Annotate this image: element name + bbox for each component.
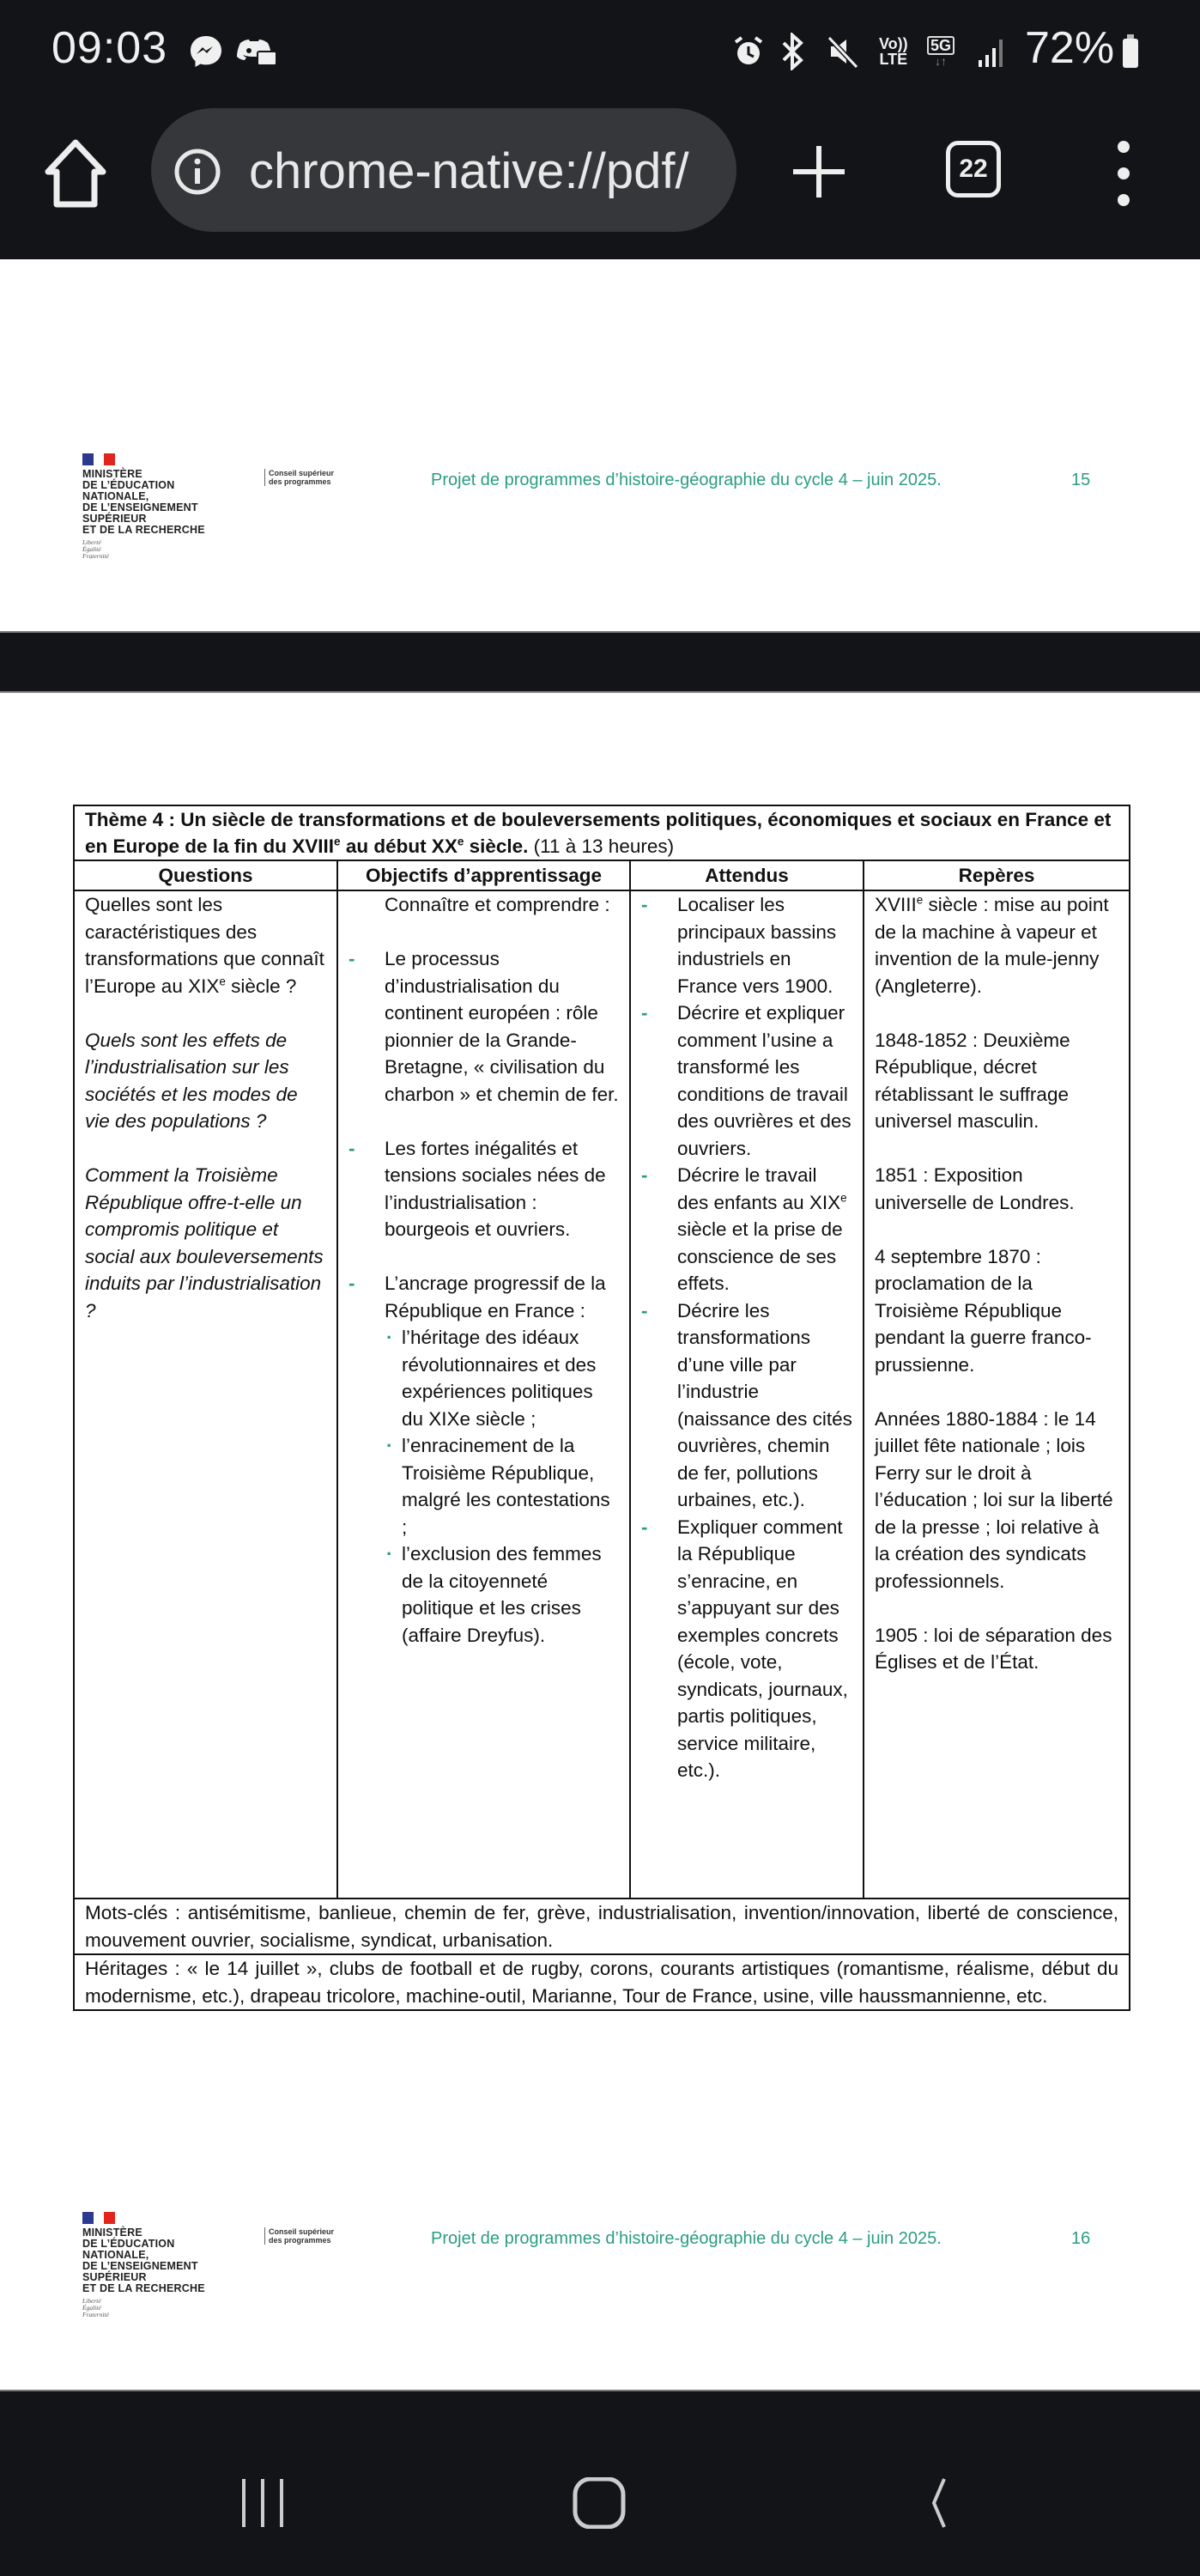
new-tab-button[interactable] bbox=[788, 141, 850, 203]
back-icon bbox=[906, 2477, 975, 2529]
attendus-cell bbox=[630, 890, 864, 1899]
objectif-item: - Le processus d’industrialisation du continent européen : rôle pionnier de la Grande-Bretagne, « civilisation du charbon » et chemin de fer. bbox=[348, 945, 619, 1108]
objectif-sublist bbox=[385, 1324, 619, 1649]
objectifs-cell bbox=[337, 890, 630, 1899]
browser-toolbar bbox=[0, 103, 1200, 259]
address-bar[interactable] bbox=[151, 108, 736, 232]
header-questions: Questions bbox=[74, 860, 337, 890]
objectif-item: - Les fortes inégalités et tensions sociales nées de l’industrialisation : bourgeois et ouvriers. bbox=[348, 1135, 619, 1243]
recent-apps-icon bbox=[228, 2477, 297, 2529]
tab-count: 22 bbox=[959, 155, 988, 183]
volte-lte-icon: Vo)) LTE bbox=[879, 35, 908, 68]
overflow-menu-button[interactable] bbox=[1111, 141, 1136, 206]
attendus-list bbox=[641, 891, 852, 1784]
heritages-row bbox=[74, 1954, 1130, 2010]
repere-item: 4 septembre 1870 : proclamation de la Troisième République pendant la guerre franco-prussienne. bbox=[875, 1245, 1092, 1376]
page-number: 15 bbox=[1071, 471, 1091, 489]
discord-icon bbox=[235, 33, 278, 70]
heritages: Héritages : « le 14 juillet », clubs de football et de rugby, corons, courants artistiques (romantisme, réalisme, début du modernisme, etc.), drapeau tricolore, machine-outil, Marianne, Tour de France, usine, ville haussmannienne, etc. bbox=[74, 1954, 1130, 2010]
republic-motto: Liberté Égalité Fraternité bbox=[82, 2297, 109, 2318]
bluetooth-icon bbox=[779, 33, 805, 70]
back-button[interactable] bbox=[906, 2477, 975, 2529]
page-separator bbox=[0, 631, 1200, 693]
url-text[interactable]: chrome-native://pdf/ bbox=[249, 143, 689, 199]
header-reperes: Repères bbox=[864, 860, 1130, 890]
repere-item: Années 1880-1884 : le 14 juillet fête nationale ; lois Ferry sur le droit à l’éducation ; loi sur la liberté de la presse ; loi relative à la création des syndicats professionnels. bbox=[875, 1407, 1113, 1592]
objectifs-list bbox=[348, 945, 619, 1649]
alarm-icon bbox=[731, 33, 766, 70]
objectif-subitem: · l’héritage des idéaux révolutionnaires et des expériences politiques du XIXe siècle ; bbox=[385, 1324, 619, 1432]
ministry-logo: MINISTÈRE DE L’ÉDUCATION NATIONALE, DE L’ENSEIGNEMENT SUPÉRIEUR ET DE LA RECHERCHE Liberté Égalité Fraternité bbox=[82, 2212, 245, 2318]
repere-item: 1848-1852 : Deuxième République, décret rétablissant le suffrage universel masculin. bbox=[875, 1029, 1070, 1132]
recent-apps-button[interactable] bbox=[228, 2477, 297, 2529]
android-nav-bar bbox=[0, 2390, 1200, 2576]
signal-icon bbox=[977, 33, 1006, 70]
french-flag-icon bbox=[82, 453, 115, 465]
theme-row bbox=[74, 805, 1130, 860]
browser-chrome bbox=[0, 0, 1200, 259]
theme-title: Thème 4 : Un siècle de transformations et de bouleversements politiques, économiques et sociaux en France et en Europe de la fin du XVIIIe au début XXe siècle. (11 à 13 heures) bbox=[74, 805, 1130, 860]
messenger-icon bbox=[187, 33, 225, 70]
header-row bbox=[74, 860, 1130, 890]
home-nav-icon bbox=[565, 2477, 633, 2529]
home-button[interactable] bbox=[43, 137, 108, 210]
overflow-menu-icon bbox=[1118, 141, 1130, 153]
status-bar bbox=[0, 0, 1200, 103]
repere-item: 1905 : loi de séparation des Églises et de l’État. bbox=[875, 1624, 1112, 1673]
mute-icon bbox=[826, 33, 860, 70]
question-1: Quelles sont les caractéristiques des transformations que connaît l’Europe au XIXe siècle ? bbox=[85, 894, 324, 997]
csp-label: Conseil supérieur des programmes bbox=[264, 469, 334, 486]
objectifs-intro: Connaître et comprendre : bbox=[385, 894, 610, 915]
question-2: Quels sont les effets de l’industrialisation sur les sociétés et les modes de vie des populations ? bbox=[85, 1029, 298, 1132]
header-objectifs: Objectifs d’apprentissage bbox=[337, 860, 630, 890]
page-number: 16 bbox=[1071, 2229, 1091, 2248]
questions-cell bbox=[74, 890, 337, 1899]
keywords-row bbox=[74, 1899, 1130, 1954]
footer-title: Projet de programmes d’histoire-géographie du cycle 4 – juin 2025. bbox=[431, 471, 942, 489]
objectif-subitem: · l’enracinement de la Troisième République, malgré les contestations ; bbox=[385, 1432, 619, 1540]
question-3: Comment la Troisième République offre-t-elle un compromis politique et social aux bouleversements induits par l’industrialisation ? bbox=[85, 1164, 324, 1321]
mots-cles: Mots-clés : antisémitisme, banlieue, chemin de fer, grève, industrialisation, invention/innovation, liberté de conscience, mouvement ouvrier, socialisme, syndicat, urbanisation. bbox=[74, 1899, 1130, 1954]
new-tab-plus-icon bbox=[788, 141, 850, 203]
attendu-item: - Localiser les principaux bassins industriels en France vers 1900. bbox=[641, 891, 852, 999]
attendu-item: - Expliquer comment la République s’enracine, en s’appuyant sur des exemples concrets (école, vote, syndicats, journaux, partis politiques, service militaire, etc.). bbox=[641, 1514, 852, 1784]
tab-switcher-button[interactable] bbox=[946, 141, 1001, 197]
objectif-item: - L’ancrage progressif de la République en France : · l’héritage des idéaux révolutionnaires et des expériences politiques du XIXe siècle ; · l’enracinement de la Troisième République, malgré les contestations ; · l’exclusion des femmes de la citoyenneté politique et les crises (affaire Dreyfus). bbox=[348, 1270, 619, 1649]
reperes-cell bbox=[864, 890, 1130, 1899]
info-icon[interactable] bbox=[173, 148, 221, 196]
republic-motto: Liberté Égalité Fraternité bbox=[82, 538, 109, 560]
home-icon bbox=[43, 137, 108, 210]
home-nav-button[interactable] bbox=[565, 2477, 633, 2529]
content-row bbox=[74, 890, 1130, 1899]
page-16-footer bbox=[82, 2212, 1138, 2341]
french-flag-icon bbox=[82, 2212, 115, 2224]
repere-item: XVIIIe siècle : mise au point de la machine à vapeur et invention de la mule-jenny (Angleterre). bbox=[875, 893, 1109, 997]
repere-item: 1851 : Exposition universelle de Londres. bbox=[875, 1164, 1075, 1213]
attendu-item: - Décrire les transformations d’une ville par l’industrie (naissance des cités ouvrières, chemin de fer, pollutions urbaines, etc.). bbox=[641, 1297, 852, 1514]
ministry-logo: MINISTÈRE DE L’ÉDUCATION NATIONALE, DE L’ENSEIGNEMENT SUPÉRIEUR ET DE LA RECHERCHE Liberté Égalité Fraternité bbox=[82, 453, 245, 560]
battery-icon bbox=[1121, 33, 1140, 70]
csp-label: Conseil supérieur des programmes bbox=[264, 2227, 334, 2245]
header-attendus: Attendus bbox=[630, 860, 864, 890]
clock: 09:03 bbox=[52, 23, 168, 73]
theme-hours: (11 à 13 heures) bbox=[528, 835, 675, 857]
battery-percent: 72% bbox=[1025, 23, 1115, 73]
attendu-item: - Décrire le travail des enfants au XIXe siècle et la prise de conscience de ses effets. bbox=[641, 1162, 852, 1297]
5g-icon: 5G ↓↑ bbox=[927, 33, 955, 70]
programme-table bbox=[73, 805, 1130, 2011]
footer-title: Projet de programmes d’histoire-géographie du cycle 4 – juin 2025. bbox=[431, 2229, 942, 2248]
attendu-item: - Décrire et expliquer comment l’usine a transformé les conditions de travail des ouvrières et des ouvriers. bbox=[641, 999, 852, 1162]
objectif-subitem: · l’exclusion des femmes de la citoyenneté politique et les crises (affaire Dreyfus). bbox=[385, 1540, 619, 1649]
page-15-footer bbox=[82, 453, 1138, 582]
